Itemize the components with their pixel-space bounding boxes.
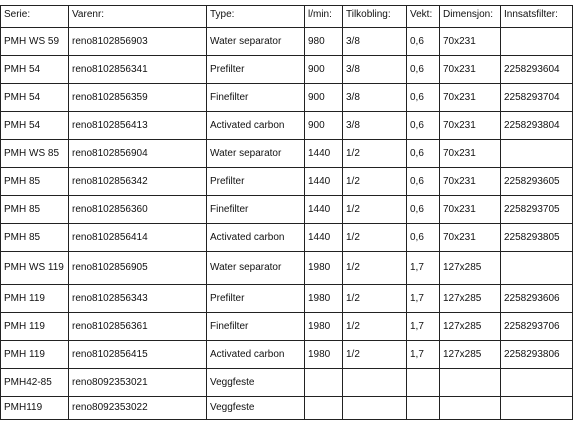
cell-lmin: 1440 (305, 224, 343, 252)
cell-dimensjon: 70x231 (440, 28, 501, 56)
cell-innsatsfilter (501, 140, 573, 168)
cell-varenr: reno8102856903 (69, 28, 207, 56)
cell-innsatsfilter (501, 28, 573, 56)
cell-lmin: 900 (305, 56, 343, 84)
cell-tilkobling: 1/2 (343, 285, 407, 313)
cell-type: Veggfeste (207, 397, 305, 420)
cell-tilkobling: 1/2 (343, 313, 407, 341)
column-header-lmin: l/min: (305, 6, 343, 28)
cell-type: Prefilter (207, 56, 305, 84)
cell-tilkobling: 3/8 (343, 112, 407, 140)
cell-innsatsfilter (501, 397, 573, 420)
cell-serie: PMH WS 85 (1, 140, 69, 168)
cell-innsatsfilter (501, 369, 573, 397)
cell-innsatsfilter: 2258293704 (501, 84, 573, 112)
cell-tilkobling: 1/2 (343, 140, 407, 168)
cell-innsatsfilter: 2258293605 (501, 168, 573, 196)
cell-dimensjon (440, 369, 501, 397)
table-row (1, 140, 573, 168)
cell-lmin (305, 369, 343, 397)
cell-vekt: 0,6 (407, 84, 440, 112)
cell-type: Activated carbon (207, 112, 305, 140)
cell-serie: PMH WS 59 (1, 28, 69, 56)
cell-tilkobling: 1/2 (343, 224, 407, 252)
cell-type: Prefilter (207, 285, 305, 313)
cell-lmin: 900 (305, 84, 343, 112)
product-spec-table (0, 5, 573, 420)
cell-dimensjon: 127x285 (440, 341, 501, 369)
column-header-tilkobling: Tilkobling: (343, 6, 407, 28)
cell-tilkobling: 3/8 (343, 28, 407, 56)
cell-vekt: 1,7 (407, 341, 440, 369)
cell-serie: PMH 119 (1, 313, 69, 341)
cell-innsatsfilter: 2258293604 (501, 56, 573, 84)
cell-innsatsfilter: 2258293804 (501, 112, 573, 140)
cell-vekt (407, 369, 440, 397)
cell-tilkobling: 1/2 (343, 252, 407, 285)
cell-lmin: 1440 (305, 196, 343, 224)
cell-vekt (407, 397, 440, 420)
cell-vekt: 0,6 (407, 28, 440, 56)
cell-varenr: reno8102856905 (69, 252, 207, 285)
cell-lmin: 1440 (305, 168, 343, 196)
cell-type: Prefilter (207, 168, 305, 196)
column-header-type: Type: (207, 6, 305, 28)
cell-tilkobling: 1/2 (343, 196, 407, 224)
cell-dimensjon: 70x231 (440, 84, 501, 112)
table-row (1, 285, 573, 313)
cell-lmin: 980 (305, 28, 343, 56)
column-header-varenr: Varenr: (69, 6, 207, 28)
cell-vekt: 1,7 (407, 252, 440, 285)
cell-serie: PMH 85 (1, 196, 69, 224)
cell-varenr: reno8102856342 (69, 168, 207, 196)
cell-lmin: 900 (305, 112, 343, 140)
column-header-serie: Serie: (1, 6, 69, 28)
cell-lmin: 1440 (305, 140, 343, 168)
column-header-innsatsfilter: Innsatsfilter: (501, 6, 573, 28)
cell-dimensjon: 70x231 (440, 140, 501, 168)
cell-varenr: reno8102856361 (69, 313, 207, 341)
cell-vekt: 0,6 (407, 168, 440, 196)
cell-serie: PMH WS 119 (1, 252, 69, 285)
cell-serie: PMH 85 (1, 168, 69, 196)
cell-vekt: 0,6 (407, 140, 440, 168)
cell-varenr: reno8102856415 (69, 341, 207, 369)
table-row (1, 252, 573, 285)
cell-innsatsfilter (501, 252, 573, 285)
cell-innsatsfilter: 2258293805 (501, 224, 573, 252)
cell-varenr: reno8102856359 (69, 84, 207, 112)
cell-type: Finefilter (207, 84, 305, 112)
cell-innsatsfilter: 2258293806 (501, 341, 573, 369)
cell-lmin: 1980 (305, 252, 343, 285)
cell-vekt: 0,6 (407, 196, 440, 224)
cell-tilkobling (343, 369, 407, 397)
table-row (1, 341, 573, 369)
cell-dimensjon: 70x231 (440, 224, 501, 252)
cell-lmin: 1980 (305, 341, 343, 369)
cell-varenr: reno8102856341 (69, 56, 207, 84)
cell-dimensjon: 70x231 (440, 168, 501, 196)
cell-serie: PMH119 (1, 397, 69, 420)
cell-type: Water separator (207, 252, 305, 285)
cell-type: Water separator (207, 140, 305, 168)
table-row (1, 369, 573, 397)
cell-type: Finefilter (207, 196, 305, 224)
cell-innsatsfilter: 2258293705 (501, 196, 573, 224)
column-header-vekt: Vekt: (407, 6, 440, 28)
cell-varenr: reno8092353021 (69, 369, 207, 397)
cell-vekt: 1,7 (407, 285, 440, 313)
cell-tilkobling: 3/8 (343, 84, 407, 112)
cell-vekt: 0,6 (407, 112, 440, 140)
table-row (1, 224, 573, 252)
cell-vekt: 1,7 (407, 313, 440, 341)
cell-type: Water separator (207, 28, 305, 56)
cell-lmin (305, 397, 343, 420)
cell-tilkobling: 3/8 (343, 56, 407, 84)
cell-type: Activated carbon (207, 341, 305, 369)
cell-serie: PMH42-85 (1, 369, 69, 397)
cell-type: Veggfeste (207, 369, 305, 397)
cell-tilkobling: 1/2 (343, 341, 407, 369)
table-row (1, 112, 573, 140)
cell-innsatsfilter: 2258293606 (501, 285, 573, 313)
cell-varenr: reno8102856360 (69, 196, 207, 224)
cell-type: Activated carbon (207, 224, 305, 252)
table-row (1, 196, 573, 224)
cell-lmin: 1980 (305, 313, 343, 341)
cell-serie: PMH 54 (1, 56, 69, 84)
cell-dimensjon: 127x285 (440, 285, 501, 313)
cell-varenr: reno8092353022 (69, 397, 207, 420)
cell-dimensjon: 127x285 (440, 313, 501, 341)
cell-tilkobling: 1/2 (343, 168, 407, 196)
cell-dimensjon: 127x285 (440, 252, 501, 285)
cell-vekt: 0,6 (407, 224, 440, 252)
table-row (1, 84, 573, 112)
column-header-dimensjon: Dimensjon: (440, 6, 501, 28)
cell-varenr: reno8102856413 (69, 112, 207, 140)
table-header-row (1, 6, 573, 28)
table-row (1, 28, 573, 56)
table-row (1, 313, 573, 341)
cell-serie: PMH 54 (1, 84, 69, 112)
cell-dimensjon (440, 397, 501, 420)
table-row (1, 168, 573, 196)
cell-serie: PMH 54 (1, 112, 69, 140)
cell-dimensjon: 70x231 (440, 56, 501, 84)
table-row (1, 397, 573, 420)
cell-serie: PMH 119 (1, 341, 69, 369)
cell-tilkobling (343, 397, 407, 420)
cell-varenr: reno8102856904 (69, 140, 207, 168)
cell-vekt: 0,6 (407, 56, 440, 84)
cell-serie: PMH 119 (1, 285, 69, 313)
table-row (1, 56, 573, 84)
cell-varenr: reno8102856414 (69, 224, 207, 252)
cell-dimensjon: 70x231 (440, 112, 501, 140)
cell-type: Finefilter (207, 313, 305, 341)
cell-serie: PMH 85 (1, 224, 69, 252)
cell-innsatsfilter: 2258293706 (501, 313, 573, 341)
cell-lmin: 1980 (305, 285, 343, 313)
cell-varenr: reno8102856343 (69, 285, 207, 313)
cell-dimensjon: 70x231 (440, 196, 501, 224)
